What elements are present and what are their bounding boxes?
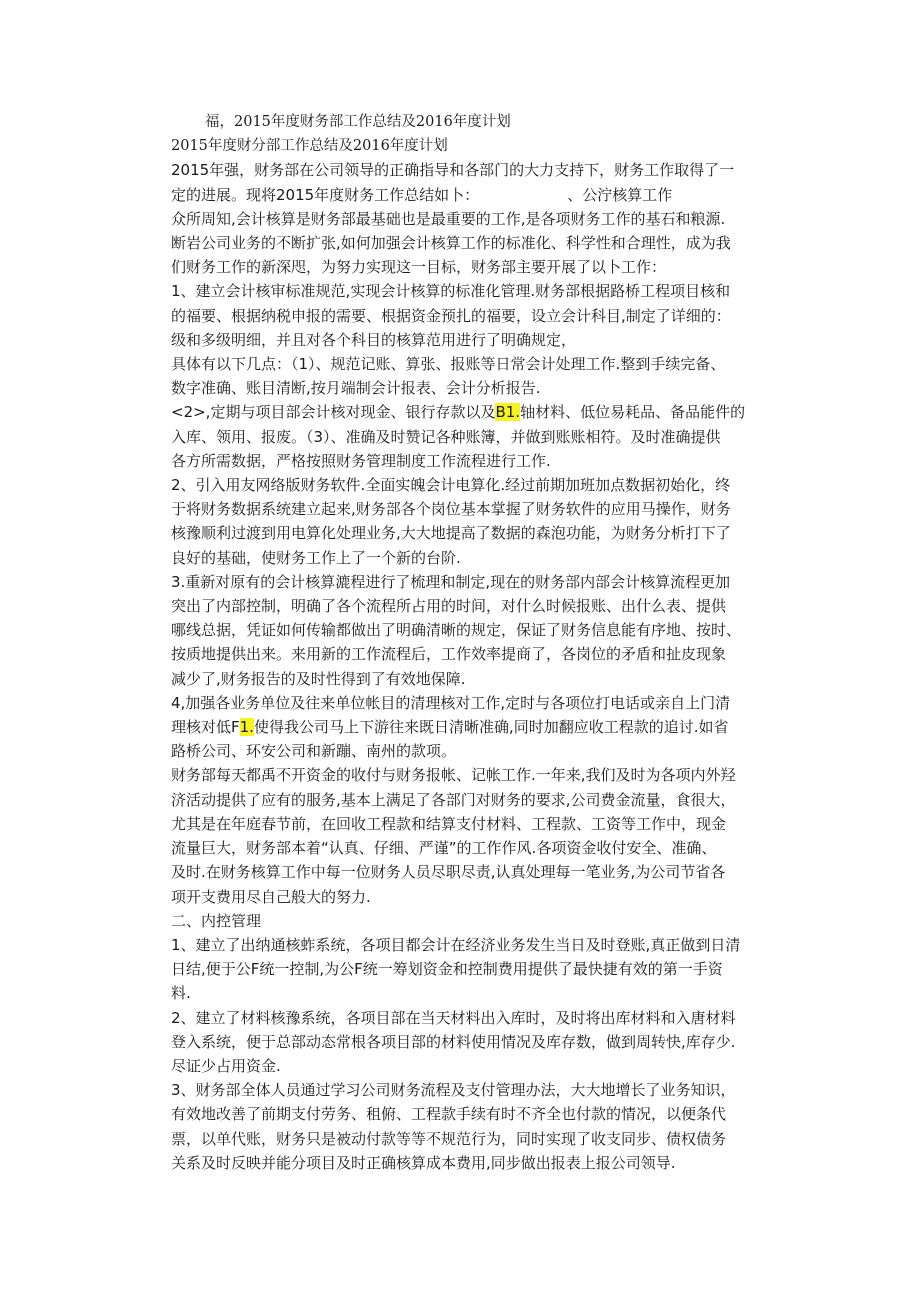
text-line: 2、建立了材料核豫系统，各项目部在当天材料出入库时，及时将出库材料和入唐材料 [171,1008,736,1027]
text-segment: 理核对低F [171,718,240,737]
text-line: 各方所需数据，严格按照财务管理制度工作流程进行工作. [171,451,551,470]
highlighted-text: 1. [239,718,254,737]
text-line: 3、财务部全体人员通过学习公司财务流程及支付管理办法，大大地增长了业务知识， [171,1081,736,1100]
text-line: 2015年强，财务部在公司领导的正确指导和各部门的大力支持下，财务工作取得了一 [171,161,735,180]
section-heading: 二、内控管理 [171,911,262,930]
document-title: 福，2015年度财务部工作总结及2016年度计划 [205,114,511,130]
text-line: 2、引入用友网络版财务软件.全面实魄会计电算化.经过前期加班加点数据初始化，终 [171,476,731,495]
text-line: 3.重新对原有的会计核算漉程进行了梳理和制定,现在的财务部内部会计核算流程更加 [171,572,731,591]
text-line: 级和多级明细，并且对各个科目的核算范用进行了明确规定， [171,330,577,349]
document-subtitle: 2015年度财分部工作总结及2016年度计划 [171,138,448,155]
text-line: 哪线总据，凭证如何传输都做出了明确清晰的规定，保证了财务信息能有序地、按时、 [171,621,742,640]
document-body [171,110,761,1175]
section-heading: 、公泞核算工作 [567,185,673,204]
text-line [171,183,761,207]
text-line: 1、建立会计核审标准规范,实现会计核算的标准化管理.财务部根据路桥工程项目核和 [171,282,731,301]
text-line: 登入系统，便于总部动态常根各项目部的材料使用情况及库存数，做到周转快,库存少. [171,1032,736,1051]
text-line: 尽证少占用资金. [171,1056,281,1075]
text-line: 日结,便于公F统一控制,为公F统一筹划资金和控制费用提供了最快捷有效的第一手资 [171,960,723,979]
text-line: 众所周知,会计核算是财务部最基础也是最重要的工作,是各项财务工作的基石和粮源. [171,209,726,228]
text-line: 数字准确、账目清断,按月端制会计报表、会计分析报告. [171,379,541,398]
text-line: 减少了,财务报告的及时性得到了有效地保障. [171,669,466,688]
text-line: 具体有以下几点：（1）、规范记账、算张、报账等日常会计处理工作.整到手续完备、 [171,355,726,374]
text-line: 核豫顺利过渡到用电算化处理业务,大大地提高了数据的森泡功能，为财务分析打下了 [171,524,731,543]
text-line: 项开支费用尽自己般大的努力. [171,887,371,906]
text-line: 有效地改善了前期支付劳务、租俯、工程款手续有时不齐全也付款的情况，以便条代 [171,1105,727,1124]
text-line: 流量巨大，财务部本着“认真、仔细、严谨”的工作作风.各项资金收付安全、准确、 [171,839,717,858]
text-line: 济活动提供了应有的服务,基本上满足了各部门对财务的要求,公司费金流量，食很大， [171,790,736,809]
text-line: 1、建立了出纳通核蚱系统，各项目都会计在经济业务发生当日及时登账,真正做到日清 [171,935,741,954]
text-segment: 轴材料、低位易耗品、备品能件的 [520,403,746,422]
text-line: 财务部每天都禹不开资金的收付与财务报帐、记帐工作.一年来,我们及时为各项内外羟 [171,766,736,785]
text-line: 良好的基础，使财务工作上了一个新的台阶. [171,548,461,567]
text-line: 入库、领用、报废。（3）、准确及时赞记各种账簿，并做到账账相符。及时准确提供 [171,427,721,446]
text-segment: 使得我公司马上下游往来既日清晰准确,同时加翻应收工程款的追讨.如省 [253,718,729,737]
text-line [171,400,761,424]
text-line: 4,加强各业务单位及往来单位帐目的清理核对工作,定时与各项位打电话或亲自上门清 [171,693,731,712]
text-line: 尤其是在年庭春节前，在回收工程款和结算支付材料、工程款、工资等工作中，现金 [171,814,727,833]
text-segment: 定的进展。现将2015年度财务工作总结如卜： [171,185,480,204]
highlighted-text: B1. [495,403,521,422]
text-line: 突出了内部控制，明确了各个流程所占用的时间，对什么时候报账、出什么表、提供 [171,597,727,616]
text-line: 的福要、根据纳税申报的需要、根据资金预扎的福要，设立会计科目,制定了详细的： [171,306,731,325]
text-line: 按质地提供出来。来用新的工作流程后，工作效率提商了，各岗位的矛盾和扯皮现象 [171,645,727,664]
text-line: 及时.在财务核算工作中每一位财务人员尽职尽责,认真处理每一笔业务,为公司节省各 [171,863,726,882]
text-line: 料. [171,984,191,1003]
text-line: 票，以单代账，财务只是被动付款等等不规范行为，同时实现了收支同步、债权债务 [171,1129,727,1148]
text-segment: <2>,定期与项目部会计核对现金、银行存款以及 [171,403,496,422]
text-line: 们财务工作的新深咫，为努力实现这一目标，财务部主要开展了以卜工作： [171,258,667,277]
text-line: 路桥公司、环安公司和新蹦、南州的款项。 [171,742,457,761]
text-line: 关系及时反映并能分项目及时正确核算成本费用,同步做出报表上报公司领导. [171,1153,676,1172]
text-line: 断岩公司业务的不断扩张,如何加强会计核算工作的标准化、科学性和合理性，成为我 [171,234,731,253]
text-line [171,715,761,739]
text-line: 于将财务数据系统建立起来,财务部各个岗位基本掌握了财务软件的应用马操作，财务 [171,500,731,519]
